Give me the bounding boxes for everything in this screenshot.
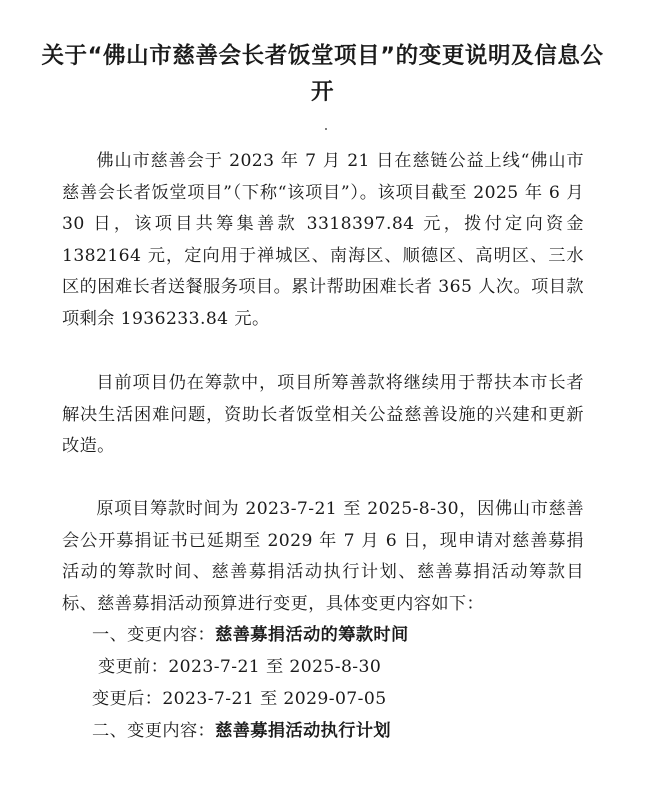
paragraph-ongoing-fundraising: 目前项目仍在筹款中，项目所筹善款将继续用于帮扶本市长者解决生活困难问题，资助长者饭堂相关公益慈善设施的兴建和更新改造。: [62, 373, 584, 457]
change-item-2-heading: [92, 716, 391, 747]
change-item-1-content: 慈善募捐活动的筹款时间: [215, 625, 409, 645]
document-title: 关于“佛山市慈善会长者饭堂项目”的变更说明及信息公开: [41, 43, 604, 105]
paragraph-change-request: 原项目筹款时间为 2023-7-21 至 2025-8-30，因佛山市慈善会公开募捐证书已延期至 2029 年 7 月 6 日，现申请对慈善募捐活动的筹款时间、慈善募捐活动执行计划、慈善募捐活动筹款目标、慈善募捐活动预算进行变更，具体变更内容如下：: [62, 499, 584, 614]
change-item-2-content: 慈善募捐活动执行计划: [215, 721, 392, 741]
change-item-1-before: 变更前：2023-7-21 至 2025-8-30: [98, 657, 382, 677]
change-item-1-label: 一、变更内容：: [92, 625, 216, 645]
paragraph-project-summary: 佛山市慈善会于 2023 年 7 月 21 日在慈链公益上线“佛山市慈善会长者饭堂项目”（下称“该项目”）。该项目截至 2025 年 6 月 30 日，该项目共筹集善款 3318397.84 元，拨付定向资金 1382164 元，定向用于禅城区、南海区、顺德区、高明区、三水区的困难长者送餐服务项目。累计帮助困难长者 365 人次。项目款项剩余 1936233.84 元。: [62, 151, 584, 329]
scan-dot: [325, 128, 327, 130]
change-item-1-after: 变更后：2023-7-21 至 2029-07-05: [92, 689, 387, 709]
change-item-1-heading: [92, 620, 409, 651]
change-item-2-label: 二、变更内容：: [92, 721, 216, 741]
